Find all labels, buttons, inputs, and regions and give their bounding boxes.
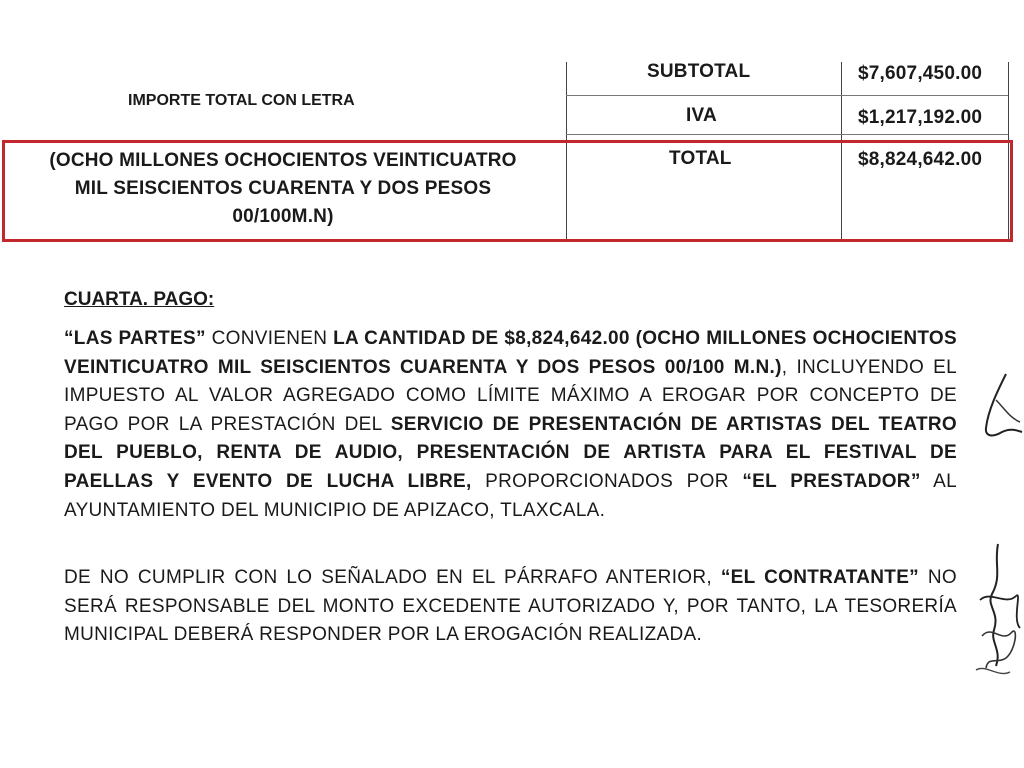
text-run: , INCLUYENDO EL IMPUESTO AL VALOR AGREGADO COMO LÍMITE MÁXIMO A EROGAR POR CONCEPTO DE PAGO POR LA PRESTACIÓN DEL (64, 356, 957, 435)
highlight-box (2, 140, 1013, 242)
signature-mark (976, 370, 1024, 450)
clause-heading: CUARTA. PAGO: (64, 289, 215, 310)
amount-text: LA CANTIDAD DE $8,824,642.00 (OCHO MILLONES OCHOCIENTOS VEINTICUATRO MIL SEISCIENTOS CUARENTA Y DOS PESOS 00/100 M.N.) (64, 328, 957, 378)
party-term: “EL PRESTADOR” (742, 470, 921, 492)
party-term: “LAS PARTES” (64, 328, 206, 349)
importe-total-label: IMPORTE TOTAL CON LETRA (128, 92, 355, 109)
text-run: CONVIENEN (205, 328, 334, 349)
signature-mark (972, 540, 1024, 690)
text-run: DE NO CUMPLIR CON LO SEÑALADO EN EL PÁRRAFO ANTERIOR, (64, 567, 721, 588)
text-run: PROPORCIONADOS POR (471, 470, 743, 492)
text-run: AL AYUNTAMIENTO DEL MUNICIPIO DE APIZACO, TLAXCALA. (64, 470, 958, 521)
subtotal-label: SUBTOTAL (647, 61, 751, 82)
subtotal-value: $7,607,450.00 (858, 63, 983, 84)
liability-paragraph (64, 564, 957, 650)
table-divider (566, 134, 1008, 135)
total-value: $8,824,642.00 (858, 149, 983, 170)
amount-in-words-line: 00/100M.N) (232, 206, 334, 227)
service-text: SERVICIO DE PRESENTACIÓN DE ARTISTAS DEL TEATRO DEL PUEBLO, RENTA DE AUDIO, PRESENTACIÓN DE ARTISTA PARA EL FESTIVAL DE PAELLAS Y EVENTO DE LUCHA LIBRE, (64, 413, 957, 492)
iva-value: $1,217,192.00 (858, 107, 983, 128)
amount-in-words-line: (OCHO MILLONES OCHOCIENTOS VEINTICUATRO (49, 150, 517, 171)
text-run: NO SERÁ RESPONSABLE DEL MONTO EXCEDENTE AUTORIZADO Y, POR TANTO, LA TESORERÍA MUNICIPAL DEBERÁ RESPONDER POR LA EROGACIÓN REALIZADA. (64, 567, 957, 646)
payment-paragraph (64, 325, 957, 525)
amount-in-words-line: MIL SEISCIENTOS CUARENTA Y DOS PESOS (74, 178, 492, 199)
total-label: TOTAL (669, 148, 732, 169)
party-term: “EL CONTRATANTE” (720, 567, 919, 588)
iva-label: IVA (686, 105, 717, 126)
table-divider (566, 95, 1008, 96)
